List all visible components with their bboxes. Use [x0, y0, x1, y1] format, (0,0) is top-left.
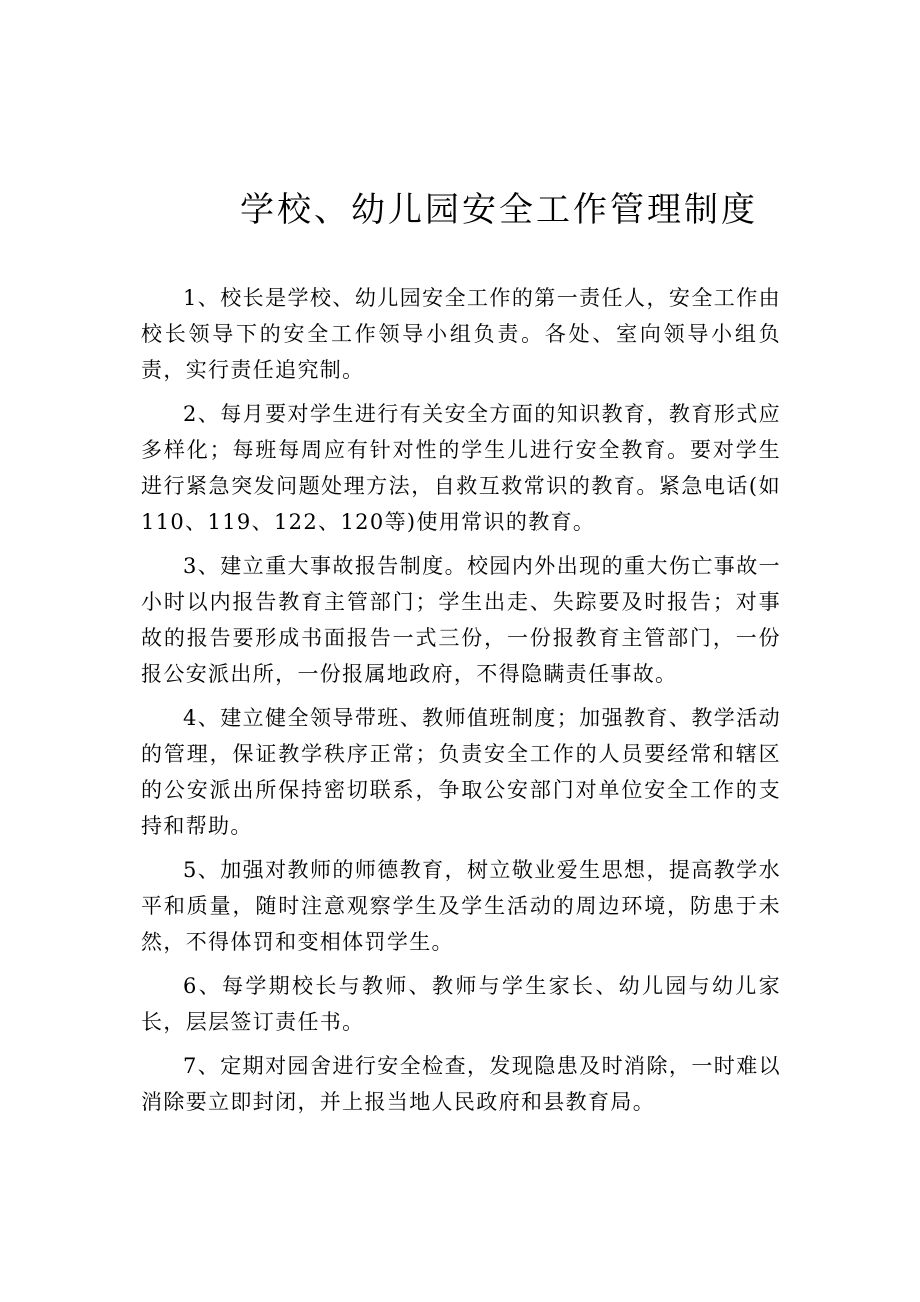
paragraph-2: 2、每月要对学生进行有关安全方面的知识教育，教育形式应多样化；每班每周应有针对性的学生儿进行安全教育。要对学生进行紧急突发问题处理方法，自救互救常识的教育。紧急电话(如110、119、122、120等)使用常识的教育。	[141, 402, 781, 534]
paragraph-7: 7、定期对园舍进行安全检查，发现隐患及时消除，一时难以消除要立即封闭，并上报当地人民政府和县教育局。	[141, 1054, 781, 1114]
paragraph-4: 4、建立健全领导带班、教师值班制度；加强教育、教学活动的管理，保证教学秩序正常；负责安全工作的人员要经常和辖区的公安派出所保持密切联系，争取公安部门对单位安全工作的支持和帮助。	[141, 706, 781, 838]
document-title: 学校、幼儿园安全工作管理制度	[240, 190, 758, 230]
document-body	[141, 280, 781, 1120]
paragraph-6: 6、每学期校长与教师、教师与学生家长、幼儿园与幼儿家长，层层签订责任书。	[141, 974, 781, 1034]
paragraph-1: 1、校长是学校、幼儿园安全工作的第一责任人，安全工作由校长领导下的安全工作领导小组负责。各处、室向领导小组负责，实行责任追究制。	[141, 286, 781, 382]
paragraph-5: 5、加强对教师的师德教育，树立敬业爱生思想，提高教学水平和质量，随时注意观察学生及学生活动的周边环境，防患于未然，不得体罚和变相体罚学生。	[141, 858, 781, 954]
paragraph-3: 3、建立重大事故报告制度。校园内外出现的重大伤亡事故一小时以内报告教育主管部门；学生出走、失踪要及时报告；对事故的报告要形成书面报告一式三份，一份报教育主管部门，一份报公安派出所，一份报属地政府，不得隐瞒责任事故。	[141, 554, 781, 686]
